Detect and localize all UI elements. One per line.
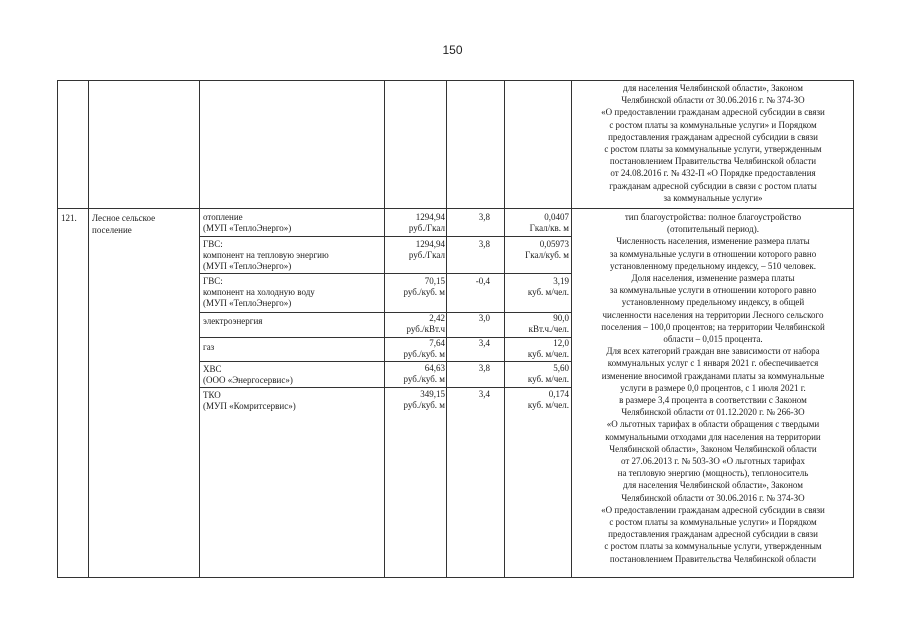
subrow-divider bbox=[199, 387, 571, 388]
column-divider bbox=[88, 80, 89, 578]
tariff-value: 2,42 руб./кВт.ч bbox=[406, 313, 445, 334]
table-border-top bbox=[57, 80, 854, 81]
consumption-norm: 0,05973 Гкал/куб. м bbox=[525, 239, 569, 260]
tariff-value: 349,15 руб./куб. м bbox=[403, 389, 445, 410]
subrow-divider bbox=[199, 361, 571, 362]
column-divider bbox=[571, 80, 572, 578]
consumption-norm: 90,0 кВт.ч./чел. bbox=[528, 313, 569, 334]
row-number: 121. bbox=[61, 213, 77, 223]
row-notes: тип благоустройства: полное благоустройство (отопительный период). Численность населения, изменение размера платы за коммунальные услуги в отношении которого равно установленному предельному индексу, – 510 человек. Доля населения, изменение размера платы за коммунальные услуги в отношении которого равно установленному предельному индексу, в общей численности населения на территории Лесного сельского поселения – 100,0 процентов; на территории Челябинской области – 0,015 процента. Для всех категорий граждан вне зависимости от набора коммунальных услуг с 1 января 2021 г. обеспечивается изменение вносимой гражданами платы за коммунальные услуги в размере 0,0 процентов, с 1 июля 2021 г. в размере 3,4 процента в соответствии с Законом Челябинской области от 01.12.2020 г. № 266-ЗО «О льготных тарифах в области обращения с твердыми коммунальными отходами для населения на территории Челябинской области», Законом Челябинской области от 27.06.2013 г. № 503-ЗО «О льготных тарифах на тепловую энергию (мощность), теплоноситель для населения Челябинской области», Законом Челябинской области от 30.06.2016 г. № 374-ЗО «О предоставлении гражданам адресной субсидии в связи с ростом платы за коммунальные услуги» и Порядком предоставления гражданам адресной субсидии в связи с ростом платы за коммунальные услуги, утвержденным постановлением Правительства Челябинской области bbox=[601, 212, 825, 564]
settlement-name: Лесное сельское поселение bbox=[92, 213, 156, 235]
table-border-bottom bbox=[57, 577, 854, 578]
change-percent: 3,8 bbox=[478, 212, 490, 222]
consumption-norm: 3,19 куб. м/чел. bbox=[527, 276, 569, 297]
change-percent: 3,0 bbox=[478, 313, 490, 323]
service-label: ГВС: компонент на холодную воду (МУП «ТеплоЭнерго») bbox=[203, 276, 315, 308]
table-border-left bbox=[57, 80, 58, 578]
service-label: газ bbox=[203, 342, 215, 352]
tariff-value: 1294,94 руб./Гкал bbox=[408, 212, 445, 233]
continued-notes: для населения Челябинской области», Законом Челябинской области от 30.06.2016 г. № 374-ЗО «О предоставлении гражданам адресной субсидии в связи с ростом платы за коммунальные услуги» и Порядком предоставления гражданам адресной субсидии в связи с ростом платы за коммунальные услуги, утвержденным постановлением Правительства Челябинской области от 24.08.2016 г. № 432-П «О Порядке предоставления гражданам адресной субсидии в связи с ростом платы за коммунальные услуги» bbox=[601, 83, 825, 203]
tariff-value: 70,15 руб./куб. м bbox=[403, 276, 445, 297]
consumption-norm: 0,0407 Гкал/кв. м bbox=[529, 212, 569, 233]
service-label: ХВС (ООО «Энергосервис») bbox=[203, 364, 293, 385]
service-label: отопление (МУП «ТеплоЭнерго») bbox=[203, 212, 292, 233]
tariff-value: 7,64 руб./куб. м bbox=[403, 338, 445, 359]
change-percent: 3,8 bbox=[478, 239, 490, 249]
change-percent: 3,4 bbox=[478, 389, 490, 399]
service-label: ТКО (МУП «Комритсервис») bbox=[203, 390, 296, 411]
table-border-right bbox=[853, 80, 854, 578]
column-divider bbox=[446, 80, 447, 578]
subrow-divider bbox=[199, 273, 571, 274]
page-number: 150 bbox=[442, 43, 463, 57]
column-divider bbox=[504, 80, 505, 578]
row-divider bbox=[57, 208, 854, 209]
consumption-norm: 5,60 куб. м/чел. bbox=[527, 363, 569, 384]
service-label: электроэнергия bbox=[203, 316, 263, 326]
change-percent: 3,8 bbox=[478, 363, 490, 373]
change-percent: -0,4 bbox=[475, 276, 490, 286]
subrow-divider bbox=[199, 236, 571, 237]
tariff-value: 1294,94 руб./Гкал bbox=[408, 239, 445, 260]
consumption-norm: 12,0 куб. м/чел. bbox=[527, 338, 569, 359]
change-percent: 3,4 bbox=[478, 338, 490, 348]
column-divider bbox=[199, 80, 200, 578]
service-label: ГВС: компонент на тепловую энергию (МУП «ТеплоЭнерго») bbox=[203, 239, 329, 271]
tariff-value: 64,63 руб./куб. м bbox=[403, 363, 445, 384]
consumption-norm: 0,174 куб. м/чел. bbox=[527, 389, 569, 410]
